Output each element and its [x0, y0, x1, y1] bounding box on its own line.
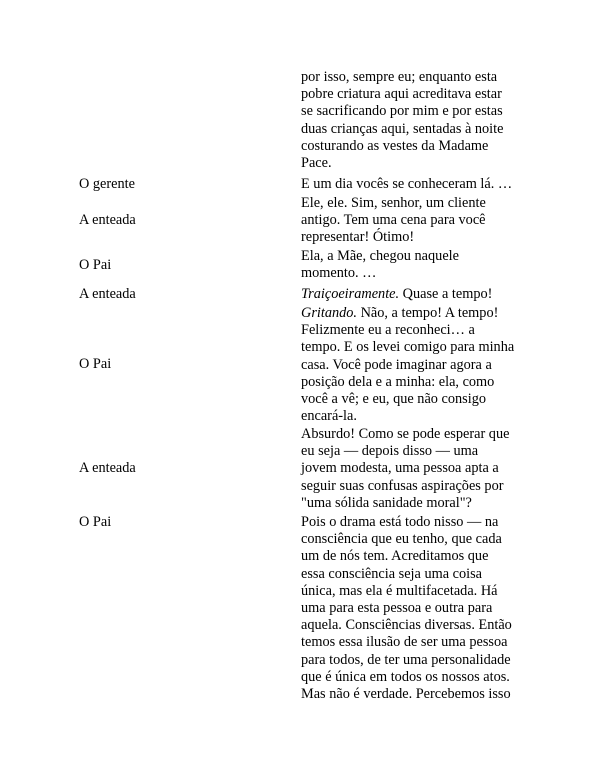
stage-direction: Gritando. [301, 305, 358, 321]
speaker-name: O gerente [79, 176, 135, 192]
speech-line: essa consciência seja uma coisa [301, 565, 483, 582]
speech-line: momento. … [301, 265, 377, 282]
speech-line: "uma sólida sanidade moral"? [301, 494, 472, 511]
speech-line: Mas não é verdade. Percebemos isso [301, 686, 511, 703]
speech-line: antigo. Tem uma cena para você [301, 212, 486, 229]
speech-line: única, mas ela é multifacetada. Há [301, 582, 498, 599]
speech-text [301, 69, 531, 172]
speech-line: Ela, a Mãe, chegou naquele [301, 248, 459, 264]
speech-line: Pace. [301, 155, 332, 172]
speaker-name: A enteada [79, 460, 136, 476]
speech-line: casa. Você pode imaginar agora a [301, 356, 492, 373]
speech-fragment: Quase a tempo! [399, 286, 493, 302]
speech-line: por isso, sempre eu; enquanto esta [301, 69, 498, 85]
speaker-name: A enteada [79, 286, 136, 302]
speech-line: seguir suas confusas aspirações por [301, 477, 504, 494]
stage-direction: Traiçoeiramente. [301, 286, 400, 302]
speech-line: representar! Ótimo! [301, 229, 415, 246]
speaker-name: O Pai [79, 257, 112, 273]
speech-line: um de nós tem. Acreditamos que [301, 548, 489, 565]
speech-line: costurando as vestes da Madame [301, 137, 489, 154]
speech-text [301, 305, 531, 425]
speech-line: aquela. Consciências diversas. Então [301, 617, 512, 634]
speech-line: eu seja — depois disso — uma [301, 443, 479, 460]
speech-line: Felizmente eu a reconheci… a [301, 322, 475, 339]
speech-line: consciência que eu tenho, que cada [301, 531, 502, 548]
speech-text [301, 248, 531, 282]
speaker-name: A enteada [79, 212, 136, 228]
speech-line: E um dia vocês se conheceram lá. … [301, 176, 513, 192]
speech-text [301, 514, 531, 703]
speech-line: Pois o drama está todo nisso — na [301, 514, 499, 530]
speech-line: Ele, ele. Sim, senhor, um cliente [301, 195, 486, 211]
speech-line: tempo. E os levei comigo para minha [301, 339, 515, 356]
speech-text [301, 195, 531, 247]
speech-line: pobre criatura aqui acreditava estar [301, 86, 502, 103]
speech-line: Absurdo! Como se pode esperar que [301, 426, 510, 442]
speech-line: que é única em todos os nossos atos. [301, 668, 510, 685]
speech-line: uma para esta pessoa e outra para [301, 600, 493, 617]
speaker-name: O Pai [79, 356, 112, 372]
speech-fragment: Não, a tempo! A tempo! [357, 305, 499, 321]
speech-line: duas crianças aqui, sentadas à noite [301, 120, 504, 137]
speech-line [301, 286, 531, 303]
speech-line: para todos, de ter uma personalidade [301, 651, 511, 668]
speech-line: se sacrificando por mim e por estas [301, 103, 503, 120]
speech-text [301, 426, 531, 512]
speech-line: você a vê; e eu, que não consigo [301, 391, 486, 408]
speech-line: jovem modesta, uma pessoa apta a [301, 460, 499, 477]
speech-text [301, 176, 531, 193]
speaker-name: O Pai [79, 514, 112, 530]
speech-text [301, 286, 531, 303]
speech-line: posição dela e a minha: ela, como [301, 373, 495, 390]
speech-line [301, 305, 531, 322]
speech-line: temos essa ilusão de ser uma pessoa [301, 634, 508, 651]
speech-line: encará-la. [301, 408, 357, 425]
